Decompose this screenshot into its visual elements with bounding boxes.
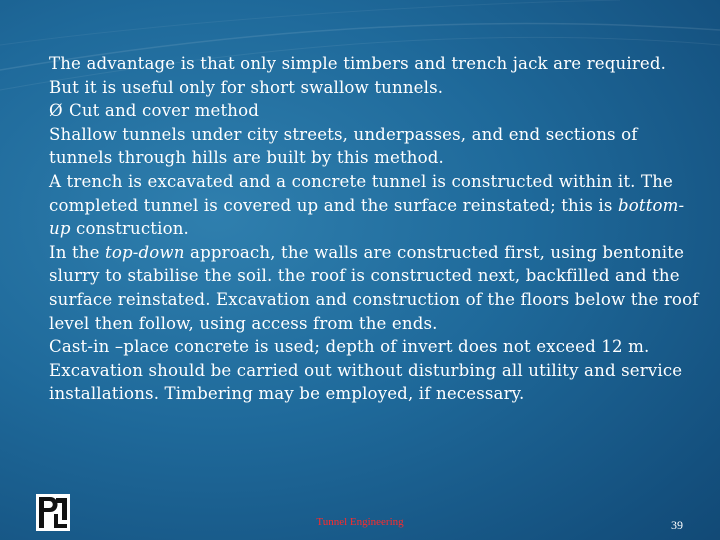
paragraph-top-down [49, 241, 699, 335]
paragraph-bottom-up-end: construction. [70, 219, 189, 239]
slide-body [49, 52, 699, 406]
intro-line-1: The advantage is that only simple timbers and trench jack are required. [49, 54, 667, 73]
bullet-item [49, 99, 699, 123]
paragraph-top-down-text: approach, the walls are constructed first, using bentonite slurry to stabilise the soil. the roof is constructed next, backfilled and the surface reinstated. Excavation and construction of the floors below the roof level then follow, using access from the ends. [49, 242, 699, 333]
page-number: 39 [671, 518, 683, 532]
paragraph-bottom-up [49, 170, 699, 241]
top-down-term: top-down [105, 242, 185, 262]
bottom-up-term: bottom-up [49, 195, 685, 239]
bullet-text: Cut and cover method [69, 101, 260, 121]
footer-title: Tunnel Engineering [316, 516, 404, 528]
bullet-arrow-icon: Ø [49, 101, 63, 121]
paragraph-excavation: Excavation should be carried out without disturbing all utility and service installations. Timbering may be employed, if necessary. [49, 360, 683, 404]
paragraph-top-down-start: In the [49, 242, 106, 262]
paragraph-shallow-tunnels: Shallow tunnels under city streets, underpasses, and end sections of tunnels through hills are built by this method. [49, 124, 638, 168]
intro-line-2: But it is useful only for short swallow tunnels. [49, 77, 444, 97]
paragraph-bottom-up-text: A trench is excavated and a concrete tunnel is constructed within it. The completed tunnel is covered up and the surface reinstated; this is [49, 171, 674, 215]
paragraph-cast-in-place: Cast-in –place concrete is used; depth of invert does not exceed 12 m. [49, 337, 650, 357]
